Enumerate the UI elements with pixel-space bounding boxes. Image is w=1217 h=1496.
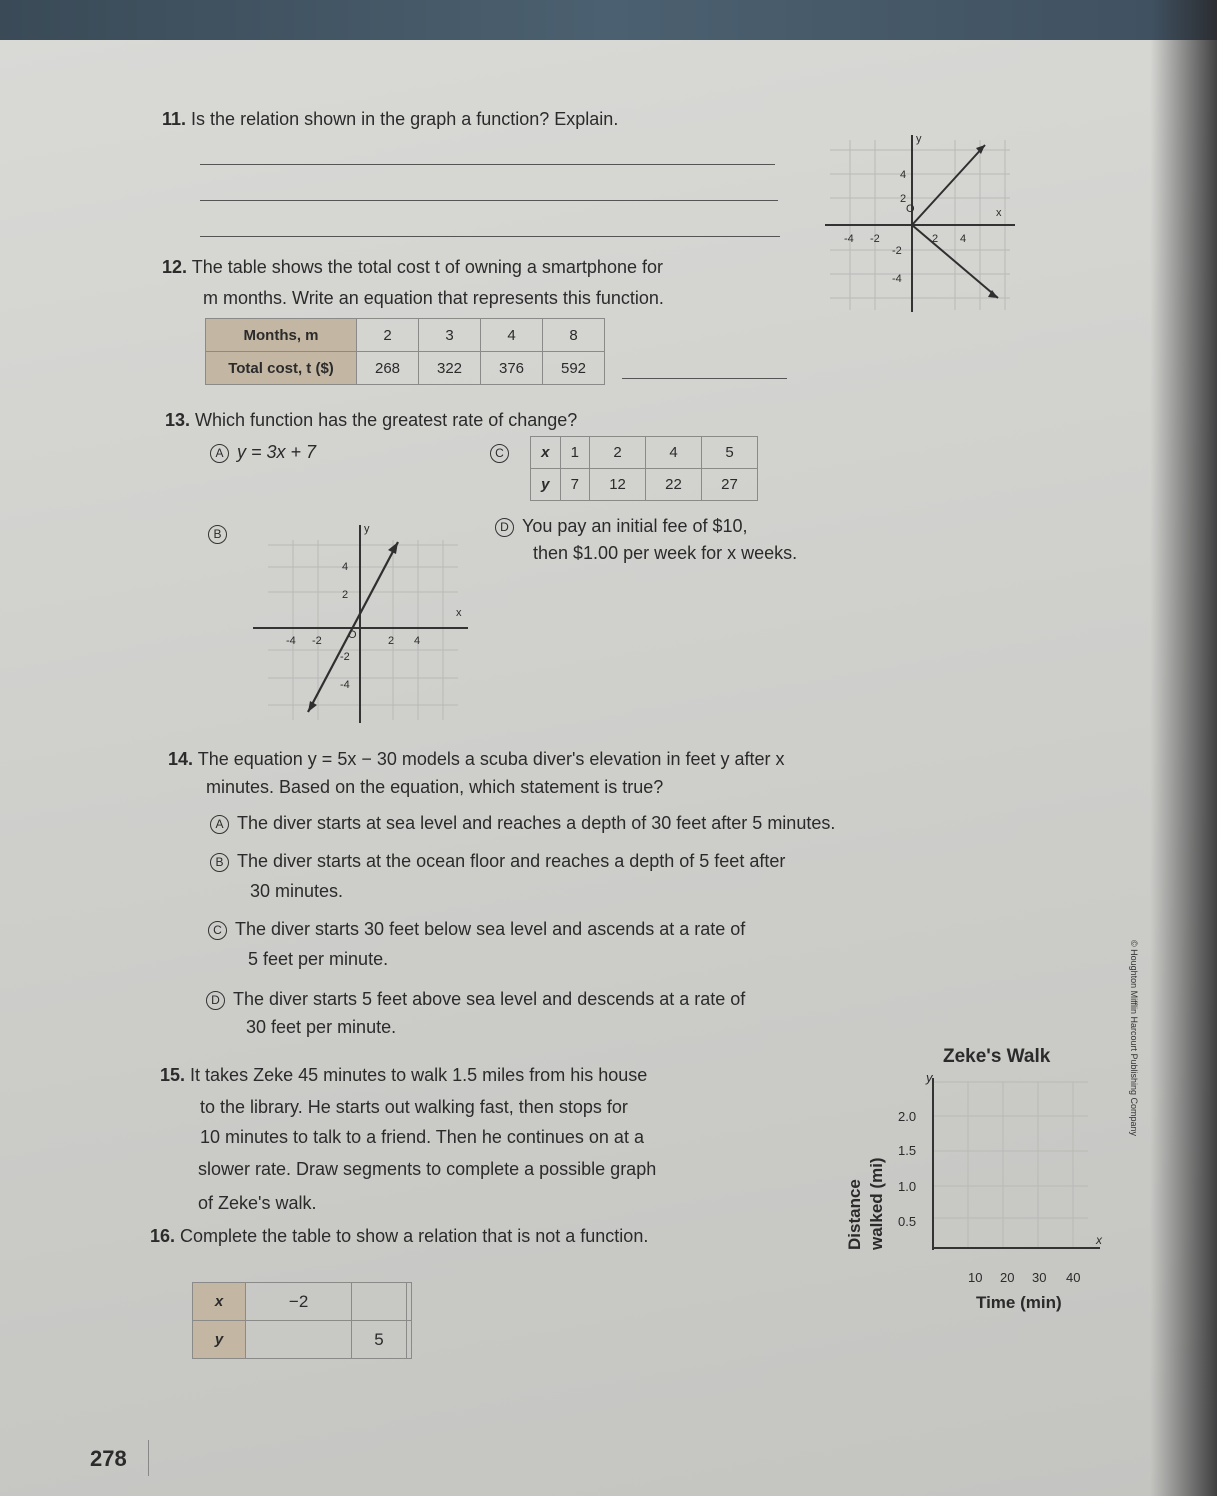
svg-text:20: 20 — [1000, 1270, 1015, 1285]
q12-cell: 376 — [481, 352, 543, 385]
q13-choice-b[interactable]: B — [208, 522, 235, 544]
q14-choice-d-2: 30 feet per minute. — [246, 1017, 397, 1037]
q12-text-2: m months. Write an equation that represents this function. — [203, 288, 664, 308]
q14-choice-d[interactable]: D The diver starts 5 feet above sea level and descends at a rate of — [206, 988, 745, 1010]
q12-row-header: Total cost, t ($) — [206, 352, 357, 385]
q11-tick: 2 — [900, 193, 907, 205]
q14-choice-a[interactable]: A The diver starts at sea level and reaches a depth of 30 feet after 5 minutes. — [210, 812, 835, 834]
q11-answer-line-2[interactable] — [200, 200, 778, 201]
svg-text:x: x — [1096, 1233, 1102, 1247]
q11-tick: 2 — [932, 233, 939, 245]
zekes-walk-graph[interactable] — [838, 1038, 1108, 1318]
svg-text:4: 4 — [342, 561, 349, 573]
q13-c-table: x 1 2 4 5 y 7 12 22 27 — [530, 436, 758, 501]
q12-cell: 2 — [357, 319, 419, 352]
q12-cell: 592 — [543, 352, 605, 385]
q12-cell: 4 — [481, 319, 543, 352]
q16-text: 16. Complete the table to show a relation that is not a function. — [150, 1226, 649, 1246]
q13-b-graph — [248, 520, 473, 725]
svg-text:4: 4 — [414, 635, 421, 647]
zekes-walk-title: Zeke's Walk — [943, 1046, 1051, 1067]
q15-text-5: of Zeke's walk. — [198, 1193, 317, 1213]
svg-text:1.0: 1.0 — [898, 1179, 917, 1194]
zeke-x-title: Time (min) — [976, 1293, 1062, 1312]
page-number-divider — [148, 1440, 149, 1476]
q12-cell: 8 — [543, 319, 605, 352]
q11-y-label: y — [916, 133, 922, 145]
svg-text:30: 30 — [1032, 1270, 1047, 1285]
svg-text:2: 2 — [342, 589, 349, 601]
q14-choice-c[interactable]: C The diver starts 30 feet below sea level and ascends at a rate of — [208, 918, 745, 940]
svg-text:x: x — [456, 607, 462, 619]
zeke-y-title-2: walked (mi) — [867, 1157, 886, 1250]
q12-cell: 268 — [357, 352, 419, 385]
svg-text:0.5: 0.5 — [898, 1214, 917, 1229]
copyright-vertical: © Houghton Mifflin Harcourt Publishing Company — [1129, 940, 1139, 1137]
q15-text-2: to the library. He starts out walking fast, then stops for — [200, 1097, 628, 1117]
q12-cell: 322 — [419, 352, 481, 385]
q11-tick: O — [906, 203, 915, 215]
q12-text: 12. The table shows the total cost t of owning a smartphone for — [162, 257, 663, 277]
q14-choice-c-2: 5 feet per minute. — [248, 949, 389, 969]
q11-text: 11. Is the relation shown in the graph a function? Explain. — [162, 109, 619, 129]
q13-choice-d[interactable]: D You pay an initial fee of $10, — [495, 515, 748, 537]
q11-graph — [820, 130, 1020, 315]
q11-tick: -2 — [870, 233, 880, 245]
svg-text:-2: -2 — [340, 651, 350, 663]
q15-text-4: slower rate. Draw segments to complete a possible graph — [198, 1159, 657, 1179]
q11-x-label: x — [996, 207, 1002, 219]
q11-tick: -4 — [892, 273, 902, 285]
q11-answer-line-3[interactable] — [200, 236, 780, 237]
q14-choice-b[interactable]: B The diver starts at the ocean floor and reaches a depth of 5 feet after — [210, 850, 785, 872]
svg-text:40: 40 — [1066, 1270, 1081, 1285]
q16-table: x −2 y 5 — [192, 1282, 412, 1359]
svg-text:-2: -2 — [312, 635, 322, 647]
q14-text: 14. The equation y = 5x − 30 models a scuba diver's elevation in feet y after x — [168, 749, 785, 769]
svg-text:O: O — [348, 629, 357, 641]
q12-row-header: Months, m — [206, 319, 357, 352]
q12-answer-line[interactable] — [622, 378, 787, 379]
svg-text:-4: -4 — [286, 635, 296, 647]
q13-text: 13. Which function has the greatest rate of change? — [165, 410, 578, 430]
q12-table — [205, 318, 605, 385]
q11-tick: -2 — [892, 245, 902, 257]
q11-tick: -4 — [844, 233, 854, 245]
zeke-y-title-1: Distance — [845, 1179, 864, 1250]
q14-choice-b-2: 30 minutes. — [250, 881, 344, 901]
svg-text:2: 2 — [388, 635, 395, 647]
q12-cell: 3 — [419, 319, 481, 352]
svg-text:y: y — [926, 1070, 933, 1085]
svg-text:1.5: 1.5 — [898, 1143, 917, 1158]
q13-choice-a[interactable]: A y = 3x + 7 — [210, 441, 316, 463]
q15-text-3: 10 minutes to talk to a friend. Then he continues on at a — [200, 1127, 644, 1147]
svg-text:10: 10 — [968, 1270, 983, 1285]
svg-text:2.0: 2.0 — [898, 1109, 917, 1124]
svg-text:-4: -4 — [340, 679, 350, 691]
svg-text:y: y — [364, 523, 370, 535]
page-number: 278 — [90, 1446, 127, 1471]
q15-text: 15. It takes Zeke 45 minutes to walk 1.5 miles from his house — [160, 1065, 648, 1085]
q13-choice-d-2: then $1.00 per week for x weeks. — [533, 543, 798, 563]
q11-tick: 4 — [900, 169, 907, 181]
q13-choice-c[interactable]: C — [490, 441, 517, 463]
photo-shadow — [1150, 0, 1217, 1496]
q14-text-2: minutes. Based on the equation, which statement is true? — [206, 777, 664, 797]
q11-answer-line-1[interactable] — [200, 164, 775, 165]
q11-tick: 4 — [960, 233, 967, 245]
